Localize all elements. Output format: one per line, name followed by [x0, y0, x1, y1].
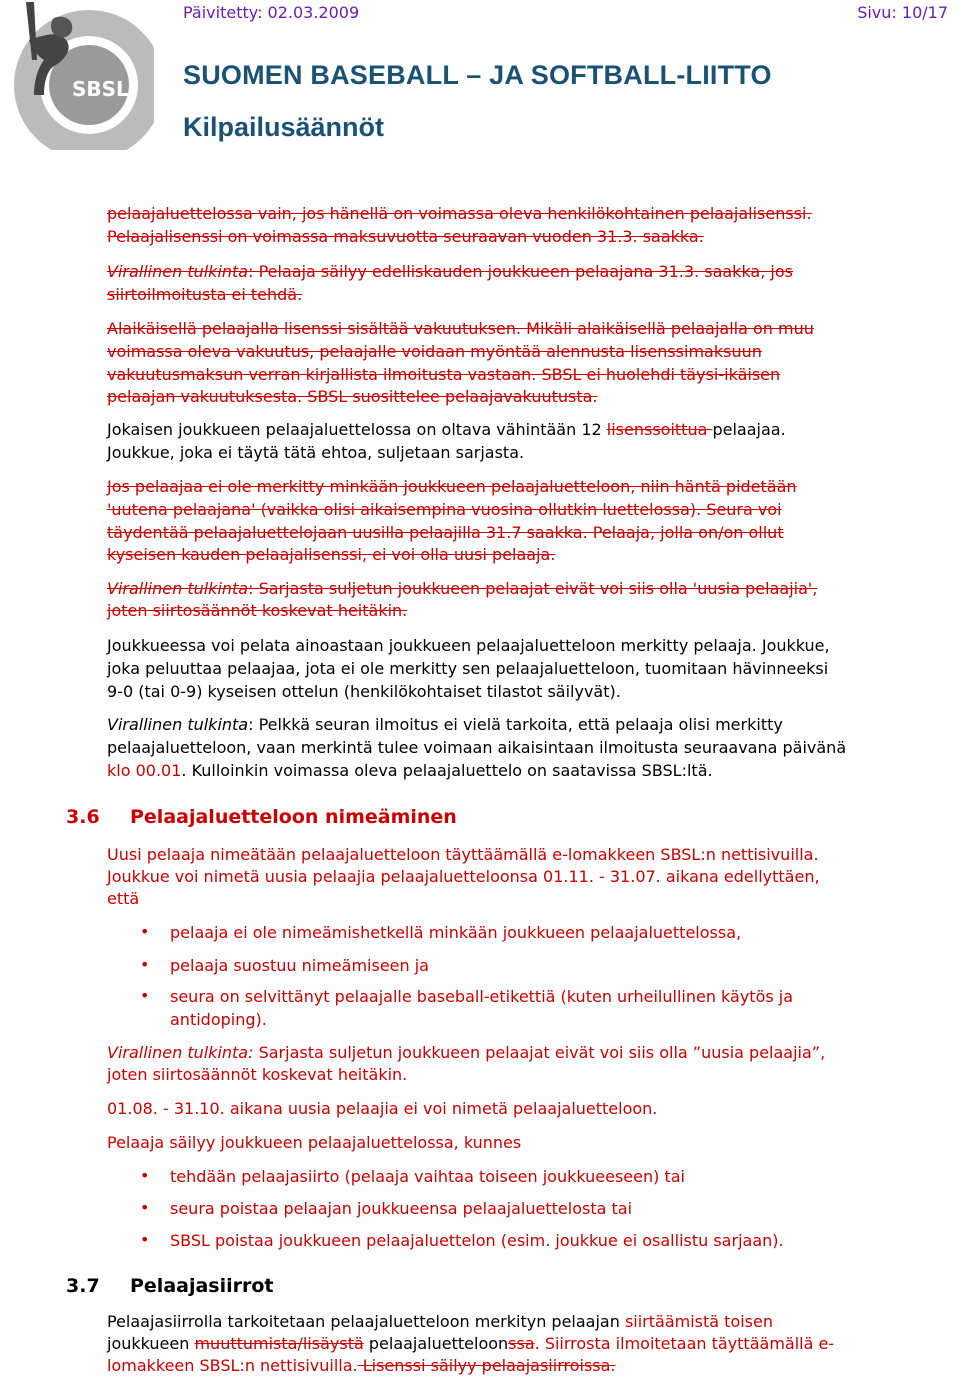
inserted-text: lomakkeen SBSL:n nettisivuilla.	[107, 1356, 358, 1375]
page-number: Sivu: 10/17	[857, 3, 948, 22]
list-item: pelaaja ei ole nimeämishetkellä minkään joukkueen pelaajaluettelossa,	[170, 923, 742, 942]
deleted-text: muuttumista/lisäystä	[194, 1334, 364, 1353]
bullet: •	[140, 955, 150, 974]
text-span: Sarjasta suljetun joukkueen pelaajat eivät voi siis olla ”uusia pelaajia”,	[253, 1043, 826, 1062]
text-line: 'uutena pelaajana' (vaikka olisi aikaisempina vuosina ollutkin luettelossa). Seura voi	[107, 500, 782, 519]
text-line	[107, 714, 783, 736]
text-line: joka peluuttaa pelaajaa, jota ei ole merkitty sen pelaajaluetteloon, tuomitaan hävinneeksi	[107, 659, 829, 678]
updated-date: Päivitetty: 02.03.2009	[183, 3, 360, 22]
text-line: kyseisen kauden pelaajalisenssi, ei voi olla uusi pelaaja.	[107, 545, 556, 564]
sbsl-logo	[4, 0, 154, 150]
official-interpretation-label: Virallinen tulkinta	[107, 262, 249, 281]
text-span: : Pelkkä seuran ilmoitus ei vielä tarkoita, että pelaaja olisi merkitty	[248, 715, 783, 734]
text-line	[107, 1333, 834, 1355]
inserted-text: . Siirrosta ilmoitetaan täyttäämällä e-	[534, 1334, 835, 1353]
text-span: pelaajaluetteloon	[363, 1334, 509, 1353]
text-line: joten siirtosäännöt koskevat heitäkin.	[107, 601, 408, 620]
text-line: 9-0 (tai 0-9) kyseisen ottelun (henkilökohtaiset tilastot säilyvät).	[107, 682, 621, 701]
text-line: Uusi pelaaja nimeätään pelaajaluetteloon täyttäämällä e-lomakkeen SBSL:n nettisivuilla.	[107, 845, 819, 864]
text-span: Jokaisen joukkueen pelaajaluettelossa on oltava vähintään 12	[107, 420, 607, 439]
text-line	[107, 419, 786, 441]
text-line: että	[107, 889, 140, 908]
text-line: vakuutusmaksun verran kirjallista ilmoitusta vastaan. SBSL ei huolehdi täysi-ikäisen	[107, 365, 781, 384]
text-line: pelaajaluettelossa vain, jos hänellä on voimassa oleva henkilökohtainen pelaajalisenssi.	[107, 204, 812, 223]
text-line: Jos pelaajaa ei ole merkitty minkään joukkueen pelaajaluetteloon, niin häntä pidetään	[107, 477, 797, 496]
text-line: Pelaaja säilyy joukkueen pelaajaluettelossa, kunnes	[107, 1133, 522, 1152]
text-line	[107, 1311, 773, 1333]
official-interpretation-label: Virallinen tulkinta	[107, 579, 249, 598]
section-heading-3-6	[66, 806, 457, 828]
text-line	[107, 1355, 616, 1377]
deleted-text: ssa	[508, 1334, 535, 1353]
inserted-text: siirtäämistä toisen	[624, 1312, 773, 1331]
text-span: joukkueen	[107, 1334, 195, 1353]
text-line: 01.08. - 31.10. aikana uusia pelaajia ei voi nimetä pelaajaluetteloon.	[107, 1099, 658, 1118]
text-line: Alaikäisellä pelaajalla lisenssi sisältää vakuutuksen. Mikäli alaikäisellä pelaajalla on muu	[107, 319, 814, 338]
text-line: pelaajaluetteloon, vaan merkintä tulee voimaan aikaisintaan ilmoitusta seuraavana päivänä	[107, 738, 847, 757]
deleted-text: lisenssoittua	[606, 420, 713, 439]
text-span: Pelaajasiirrolla tarkoitetaan pelaajaluetteloon merkityn pelaajan	[107, 1312, 625, 1331]
text-span: . Kulloinkin voimassa oleva pelaajaluettelo on saatavissa SBSL:ltä.	[181, 761, 713, 780]
list-item: SBSL poistaa joukkueen pelaajaluettelon (esim. joukkue ei osallistu sarjaan).	[170, 1231, 784, 1250]
text-line: pelaajan vakuutuksesta. SBSL suosittelee pelaajavakuutusta.	[107, 387, 598, 406]
text-line	[107, 578, 817, 600]
section-number: 3.6	[66, 806, 100, 828]
list-item-continuation: antidoping).	[170, 1010, 267, 1029]
text-line: Joukkue, joka ei täytä tätä ehtoa, suljetaan sarjasta.	[107, 443, 525, 462]
text-line: voimassa oleva vakuutus, pelaajalle voidaan myöntää alennusta lisenssimaksuun	[107, 342, 762, 361]
deleted-text: Lisenssi säilyy pelaajasiirroissa.	[357, 1356, 616, 1375]
text-line: siirtoilmoitusta ei tehdä.	[107, 285, 303, 304]
section-heading-3-7	[66, 1275, 274, 1297]
inserted-text: klo 00.01	[107, 761, 182, 780]
organization-title: SUOMEN BASEBALL – JA SOFTBALL-LIITTO	[183, 60, 772, 90]
list-item: pelaaja suostuu nimeämiseen ja	[170, 956, 429, 975]
document-subtitle: Kilpailusäännöt	[183, 112, 385, 142]
bullet: •	[140, 1230, 150, 1249]
text-line: Joukkue voi nimetä uusia pelaajia pelaajaluetteloonsa 01.11. - 31.07. aikana edellyttäen,	[107, 867, 820, 886]
section-number: 3.7	[66, 1275, 100, 1297]
bullet: •	[140, 922, 150, 941]
section-title: Pelaajasiirrot	[130, 1275, 274, 1297]
text-span: pelaajaa.	[712, 420, 786, 439]
list-item: tehdään pelaajasiirto (pelaaja vaihtaa toiseen joukkueeseen) tai	[170, 1167, 685, 1186]
text-line	[107, 760, 713, 782]
official-interpretation-label: Virallinen tulkinta	[107, 715, 249, 734]
text-line: joten siirtosäännöt koskevat heitäkin.	[107, 1065, 408, 1084]
text-line	[107, 261, 793, 283]
logo-text: SBSL	[72, 77, 129, 101]
section-title: Pelaajaluetteloon nimeäminen	[130, 806, 457, 828]
text-span: : Sarjasta suljetun joukkueen pelaajat eivät voi siis olla 'uusia pelaajia',	[248, 579, 818, 598]
bullet: •	[140, 1198, 150, 1217]
text-line: Pelaajalisenssi on voimassa maksuvuotta seuraavan vuoden 31.3. saakka.	[107, 227, 704, 246]
list-item: seura on selvittänyt pelaajalle baseball-etikettiä (kuten urheilullinen käytös ja	[170, 987, 794, 1006]
bullet: •	[140, 1166, 150, 1185]
text-line: täydentää pelaajaluettelojaan uusilla pelaajilla 31.7 saakka. Pelaaja, jolla on/on ollut	[107, 523, 784, 542]
bullet: •	[140, 986, 150, 1005]
text-line	[107, 1042, 825, 1064]
official-interpretation-label: Virallinen tulkinta:	[107, 1043, 254, 1062]
text-span: : Pelaaja säilyy edelliskauden joukkueen pelaajana 31.3. saakka, jos	[248, 262, 793, 281]
list-item: seura poistaa pelaajan joukkueensa pelaajaluettelosta tai	[170, 1199, 633, 1218]
text-line: Joukkueessa voi pelata ainoastaan joukkueen pelaajaluetteloon merkitty pelaaja. Joukkue,	[107, 636, 830, 655]
